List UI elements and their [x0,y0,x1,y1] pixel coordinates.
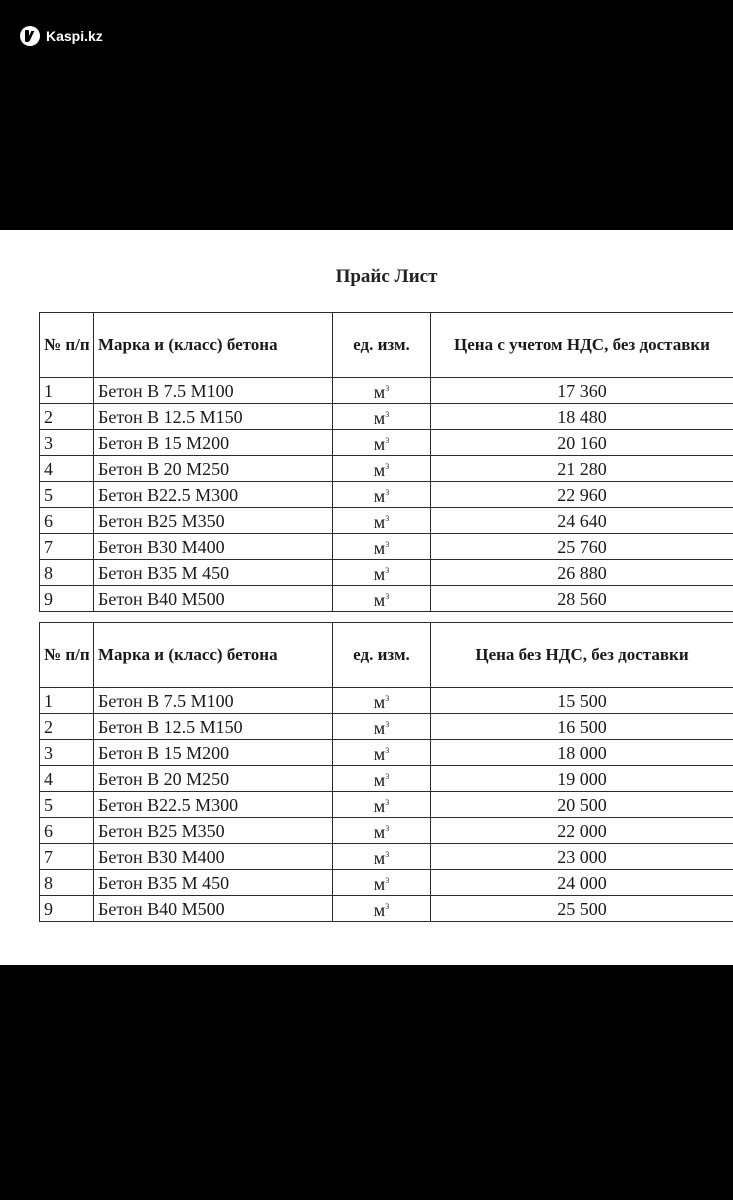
row-number: 2 [40,404,94,430]
unit-cell [333,508,431,534]
unit-text: м [373,692,386,712]
unit-cell [333,404,431,430]
unit-superscript: 3 [385,540,390,549]
unit-text: м [373,590,386,610]
unit-cell [333,534,431,560]
row-number: 4 [40,766,94,792]
row-number: 8 [40,560,94,586]
unit-cell [333,456,431,482]
table-row [40,586,733,612]
unit-text: м [373,460,386,480]
unit-text: м [373,770,386,790]
unit-superscript: 3 [385,876,390,885]
unit-text: м [373,900,386,920]
table-row [40,534,733,560]
concrete-grade: Бетон В30 М400 [94,534,333,560]
unit-superscript: 3 [385,902,390,911]
table-row [40,714,733,740]
unit-text: м [373,564,386,584]
table-row [40,404,733,430]
row-number: 3 [40,430,94,456]
table-row [40,844,733,870]
concrete-grade: Бетон В22.5 М300 [94,482,333,508]
price-value: 21 280 [431,456,733,482]
document-title: Прайс Лист [335,266,438,287]
table-header-row [40,623,733,688]
concrete-grade: Бетон В 20 М250 [94,766,333,792]
table-row [40,456,733,482]
unit-superscript: 3 [385,462,390,471]
table-row [40,792,733,818]
header-number: № п/п [40,623,94,688]
unit-cell [333,870,431,896]
concrete-grade: Бетон В25 М350 [94,508,333,534]
watermark-text: Kaspi.kz [46,28,103,44]
unit-superscript: 3 [385,436,390,445]
unit-text: м [373,408,386,428]
header-grade: Марка и (класс) бетона [94,623,333,688]
table-row [40,766,733,792]
price-table-with-vat [39,312,733,612]
kaspi-watermark [20,26,103,46]
table-row [40,508,733,534]
unit-text: м [373,434,386,454]
unit-superscript: 3 [385,850,390,859]
row-number: 4 [40,456,94,482]
price-value: 24 640 [431,508,733,534]
table-row [40,818,733,844]
row-number: 1 [40,688,94,714]
unit-text: м [373,874,386,894]
table-row [40,430,733,456]
price-value: 23 000 [431,844,733,870]
concrete-grade: Бетон В35 М 450 [94,870,333,896]
unit-cell [333,430,431,456]
table-row [40,870,733,896]
unit-text: м [373,822,386,842]
kaspi-logo-icon [20,26,40,46]
unit-superscript: 3 [385,720,390,729]
concrete-grade: Бетон В 12.5 М150 [94,404,333,430]
row-number: 3 [40,740,94,766]
row-number: 9 [40,586,94,612]
unit-cell [333,896,431,922]
row-number: 5 [40,482,94,508]
concrete-grade: Бетон В30 М400 [94,844,333,870]
unit-superscript: 3 [385,798,390,807]
unit-text: м [373,848,386,868]
price-value: 20 500 [431,792,733,818]
price-value: 15 500 [431,688,733,714]
unit-text: м [373,538,386,558]
unit-cell [333,560,431,586]
header-number: № п/п [40,313,94,378]
concrete-grade: Бетон В 20 М250 [94,456,333,482]
unit-superscript: 3 [385,694,390,703]
price-value: 17 360 [431,378,733,404]
concrete-grade: Бетон В 15 М200 [94,740,333,766]
concrete-grade: Бетон В35 М 450 [94,560,333,586]
price-table-without-vat [39,622,733,922]
unit-text: м [373,486,386,506]
header-price: Цена без НДС, без доставки [431,623,733,688]
unit-superscript: 3 [385,746,390,755]
price-value: 18 000 [431,740,733,766]
unit-text: м [373,718,386,738]
price-list-document [0,230,733,965]
table-row [40,560,733,586]
row-number: 6 [40,818,94,844]
row-number: 5 [40,792,94,818]
table-header-row [40,313,733,378]
unit-cell [333,792,431,818]
table-row [40,688,733,714]
unit-superscript: 3 [385,384,390,393]
table-row [40,378,733,404]
price-value: 26 880 [431,560,733,586]
unit-cell [333,688,431,714]
price-value: 24 000 [431,870,733,896]
unit-superscript: 3 [385,488,390,497]
unit-superscript: 3 [385,514,390,523]
unit-cell [333,378,431,404]
concrete-grade: Бетон В 7.5 М100 [94,378,333,404]
concrete-grade: Бетон В25 М350 [94,818,333,844]
row-number: 7 [40,844,94,870]
unit-text: м [373,382,386,402]
price-value: 16 500 [431,714,733,740]
concrete-grade: Бетон В40 М500 [94,586,333,612]
unit-superscript: 3 [385,592,390,601]
row-number: 1 [40,378,94,404]
unit-cell [333,766,431,792]
unit-superscript: 3 [385,566,390,575]
header-unit: ед. изм. [333,313,431,378]
header-price: Цена с учетом НДС, без доставки [431,313,733,378]
unit-text: м [373,796,386,816]
unit-text: м [373,744,386,764]
unit-cell [333,714,431,740]
price-value: 28 560 [431,586,733,612]
concrete-grade: Бетон В40 М500 [94,896,333,922]
price-value: 22 960 [431,482,733,508]
unit-cell [333,740,431,766]
concrete-grade: Бетон В 7.5 М100 [94,688,333,714]
row-number: 2 [40,714,94,740]
unit-cell [333,818,431,844]
price-value: 19 000 [431,766,733,792]
row-number: 7 [40,534,94,560]
concrete-grade: Бетон В22.5 М300 [94,792,333,818]
header-unit: ед. изм. [333,623,431,688]
price-value: 18 480 [431,404,733,430]
unit-superscript: 3 [385,410,390,419]
row-number: 6 [40,508,94,534]
table-row [40,896,733,922]
row-number: 9 [40,896,94,922]
price-value: 25 760 [431,534,733,560]
unit-text: м [373,512,386,532]
concrete-grade: Бетон В 15 М200 [94,430,333,456]
price-value: 25 500 [431,896,733,922]
unit-superscript: 3 [385,772,390,781]
price-value: 22 000 [431,818,733,844]
row-number: 8 [40,870,94,896]
table-row [40,740,733,766]
unit-cell [333,844,431,870]
concrete-grade: Бетон В 12.5 М150 [94,714,333,740]
table-row [40,482,733,508]
unit-cell [333,586,431,612]
unit-superscript: 3 [385,824,390,833]
unit-cell [333,482,431,508]
header-grade: Марка и (класс) бетона [94,313,333,378]
price-value: 20 160 [431,430,733,456]
